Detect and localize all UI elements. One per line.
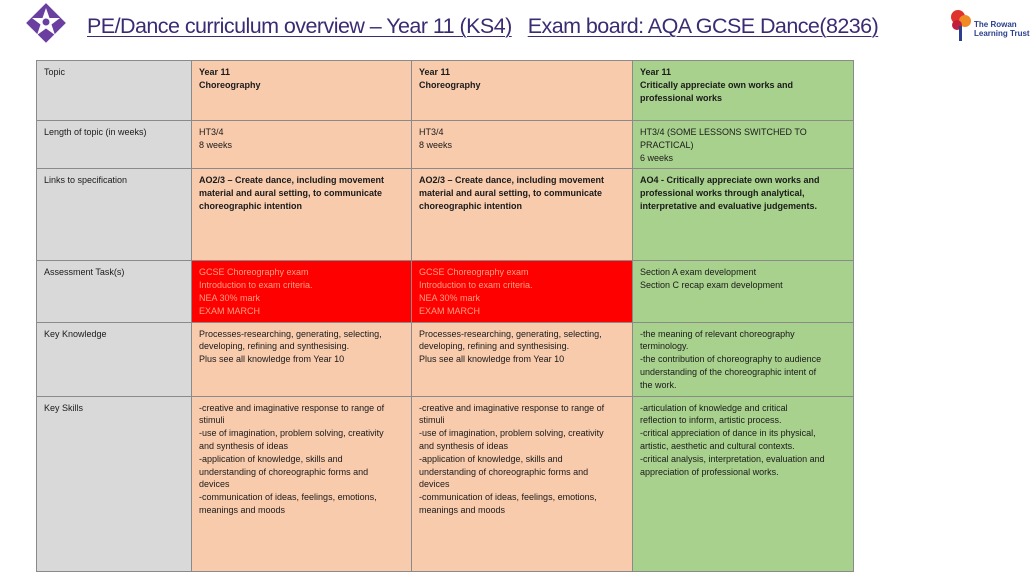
- skills-cell-3: -articulation of knowledge and critical reflection to inform, artistic process. -critical appreciation of dance in its physical, artistic, aesthetic and cultural contexts. -critical analysis, interpretation, evaluation and appreciation of professional works.: [633, 396, 854, 571]
- rowan-tree-icon: [948, 8, 974, 44]
- rowan-learning-trust-logo: [948, 8, 1030, 48]
- table-row: [37, 121, 854, 169]
- length-cell-3: HT3/4 (SOME LESSONS SWITCHED TO PRACTICAL) 6 weeks: [633, 121, 854, 169]
- table-row: [37, 261, 854, 322]
- row-label-knowledge: Key Knowledge: [37, 322, 192, 396]
- table-row: [37, 322, 854, 396]
- knowledge-cell-2: Processes-researching, generating, selecting, developing, refining and synthesising. Plus see all knowledge from Year 10: [412, 322, 633, 396]
- table-row: [37, 396, 854, 571]
- page-title: [87, 14, 878, 46]
- knowledge-cell-1: Processes-researching, generating, selecting, developing, refining and synthesising. Plus see all knowledge from Year 10: [192, 322, 412, 396]
- links-cell-3: AO4 - Critically appreciate own works and professional works through analytical, interpretative and evaluative judgements.: [633, 169, 854, 261]
- links-cell-2: AO2/3 – Create dance, including movement material and aural setting, to communicate choreographic intention: [412, 169, 633, 261]
- skills-cell-2: -creative and imaginative response to range of stimuli -use of imagination, problem solving, creativity and synthesis of ideas -application of knowledge, skills and understanding of choreographic forms and devices -communication of ideas, feelings, emotions, meanings and moods: [412, 396, 633, 571]
- length-cell-2: HT3/4 8 weeks: [412, 121, 633, 169]
- trust-name: The Rowan Learning Trust: [974, 20, 1030, 38]
- row-label-assessment: Assessment Task(s): [37, 261, 192, 322]
- links-cell-1: AO2/3 – Create dance, including movement material and aural setting, to communicate choreographic intention: [192, 169, 412, 261]
- topic-cell-3: Year 11 Critically appreciate own works and professional works: [633, 61, 854, 121]
- assessment-cell-2: GCSE Choreography exam Introduction to exam criteria. NEA 30% mark EXAM MARCH: [412, 261, 633, 322]
- knowledge-cell-3: -the meaning of relevant choreography terminology. -the contribution of choreography to audience understanding of the choreographic intent of the work.: [633, 322, 854, 396]
- school-logo: [26, 3, 66, 43]
- row-label-skills: Key Skills: [37, 396, 192, 571]
- table-row: [37, 61, 854, 121]
- assessment-cell-1: GCSE Choreography exam Introduction to exam criteria. NEA 30% mark EXAM MARCH: [192, 261, 412, 322]
- length-cell-1: HT3/4 8 weeks: [192, 121, 412, 169]
- topic-cell-1: Year 11 Choreography: [192, 61, 412, 121]
- topic-cell-2: Year 11 Choreography: [412, 61, 633, 121]
- row-label-topic: Topic: [37, 61, 192, 121]
- table-row: [37, 169, 854, 261]
- assessment-cell-3: Section A exam development Section C recap exam development: [633, 261, 854, 322]
- curriculum-table: [36, 60, 854, 572]
- title-exam-board: Exam board: AQA GCSE Dance(8236): [527, 14, 879, 38]
- skills-cell-1: -creative and imaginative response to range of stimuli -use of imagination, problem solving, creativity and synthesis of ideas -application of knowledge, skills and understanding of choreographic forms and devices -communication of ideas, feelings, emotions, meanings and moods: [192, 396, 412, 571]
- title-main: PE/Dance curriculum overview – Year 11 (KS4): [87, 14, 512, 38]
- row-label-links: Links to specification: [37, 169, 192, 261]
- row-label-length: Length of topic (in weeks): [37, 121, 192, 169]
